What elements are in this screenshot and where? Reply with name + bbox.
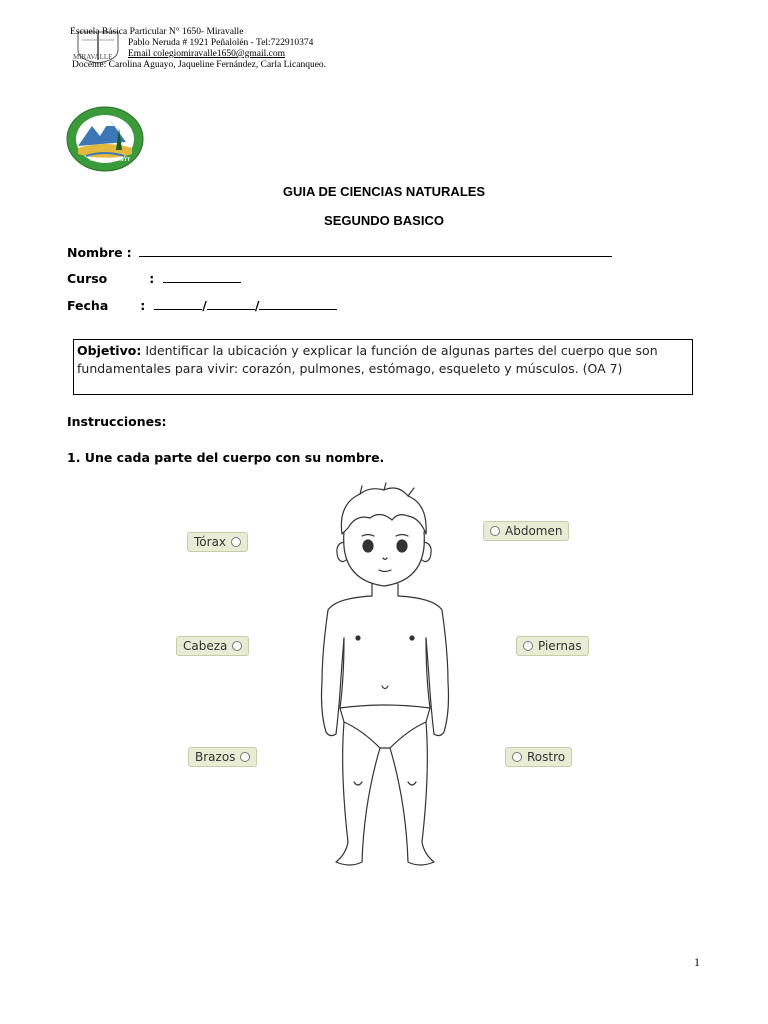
cabeza-connector-dot[interactable] (232, 641, 242, 651)
fecha-field (67, 297, 337, 313)
school-logo-text-bottom: PUERTO MONTT (90, 158, 131, 163)
abdomen-connector-dot[interactable] (490, 526, 500, 536)
school-email-text: Email colegiomiravalle1650@gmail.com (128, 49, 286, 59)
curso-input-line[interactable] (163, 270, 241, 283)
fecha-slash-1: / (202, 298, 207, 313)
curso-label: Curso (67, 271, 108, 286)
label-torax[interactable] (187, 532, 248, 552)
fecha-month-line[interactable] (207, 297, 255, 310)
nombre-field (67, 244, 612, 260)
fecha-year-line[interactable] (259, 297, 337, 310)
label-abdomen[interactable] (483, 521, 569, 541)
objective-box (73, 339, 693, 395)
objective-text: Identificar la ubicación y explicar la función de algunas partes del cuerpo que son fundamentales para vivir: corazón, pulmones, estómago, esqueleto y músculos. (OA 7) (77, 343, 658, 376)
school-email (128, 49, 285, 60)
school-name: Escuela Básica Particular N° 1650- Miravalle (70, 27, 244, 37)
teachers: Docente: Carolina Aguayo, Jaqueline Fernández, Carla Licanqueo. (72, 60, 327, 70)
fecha-day-line[interactable] (154, 297, 202, 310)
nombre-label: Nombre (67, 245, 123, 260)
school-address: Pablo Neruda # 1921 Peñalolén - Tel:722910374 (128, 38, 314, 48)
page-title: GUIA DE CIENCIAS NATURALES (282, 184, 486, 199)
torax-connector-dot[interactable] (231, 537, 241, 547)
nombre-colon: : (126, 245, 132, 260)
piernas-connector-dot[interactable] (523, 641, 533, 651)
curso-field (67, 270, 241, 286)
label-cabeza[interactable] (176, 636, 249, 656)
child-body-illustration (300, 482, 470, 872)
instructions-label: Instrucciones: (67, 414, 167, 429)
fecha-slash-2: / (254, 298, 260, 313)
school-crest-label: MIRAVALLE (73, 53, 113, 61)
label-abdomen-text: Abdomen (505, 524, 563, 538)
nombre-input-line[interactable] (139, 244, 612, 257)
label-rostro-text: Rostro (527, 750, 566, 764)
rostro-connector-dot[interactable] (512, 752, 522, 762)
task-1: 1. Une cada parte del cuerpo con su nombre. (67, 450, 385, 465)
objective-label: Objetivo: (77, 343, 142, 358)
label-piernas[interactable] (516, 636, 589, 656)
brazos-connector-dot[interactable] (240, 752, 250, 762)
page-subtitle: SEGUNDO BASICO (324, 213, 444, 228)
fecha-colon: : (140, 298, 146, 313)
label-brazos-text: Brazos (195, 750, 236, 764)
label-torax-text: Tórax (194, 535, 227, 549)
label-brazos[interactable] (188, 747, 257, 767)
fecha-label: Fecha (67, 298, 109, 313)
label-cabeza-text: Cabeza (183, 639, 228, 653)
label-piernas-text: Piernas (538, 639, 582, 653)
label-rostro[interactable] (505, 747, 572, 767)
curso-colon: : (149, 271, 155, 286)
page-number: 1 (694, 955, 700, 969)
